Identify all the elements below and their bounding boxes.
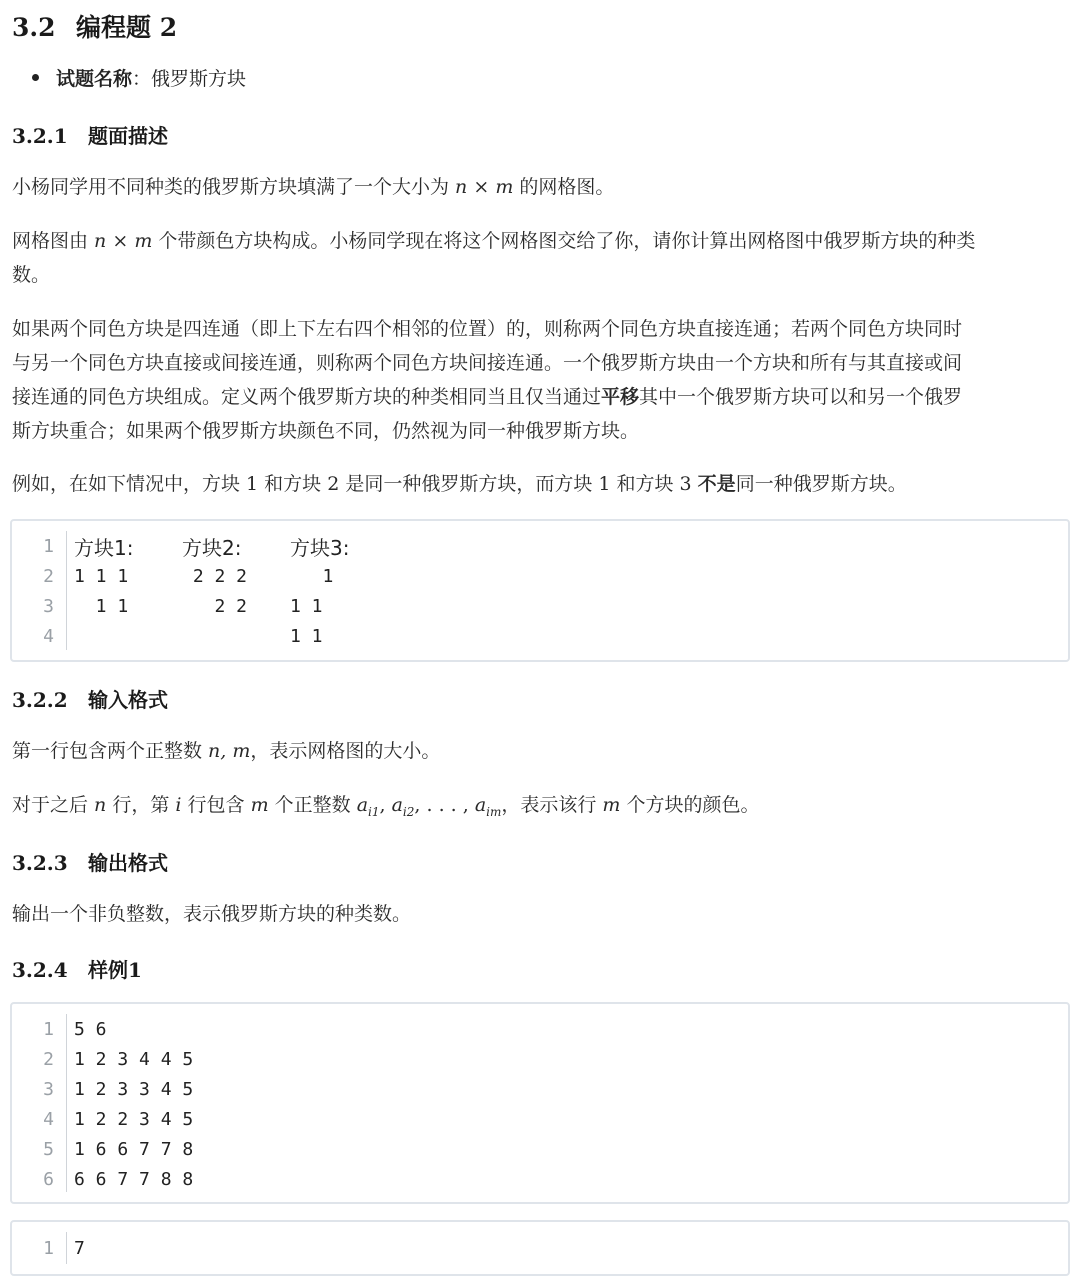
block-3-row: 1 1 (290, 595, 323, 617)
code-line-text (66, 626, 323, 647)
block-1-label: 方块1: (74, 535, 134, 560)
math-n: n (94, 230, 107, 252)
sample-input-code-block[interactable] (10, 1002, 1070, 1204)
line-number: 6 (43, 1168, 54, 1190)
code-line-text (66, 532, 349, 561)
line-number: 3 (43, 1078, 54, 1100)
sample-heading (12, 954, 142, 983)
math-comma: , (379, 794, 392, 816)
problem-name-separator: ： (132, 68, 152, 90)
code-gutter-divider (66, 1014, 67, 1192)
code-line-text: 1 2 2 3 4 5 (74, 1108, 194, 1130)
input-p2-mid3: 个正整数 (268, 794, 357, 816)
code-line (12, 591, 1068, 621)
block-1-row: 1 1 (74, 595, 129, 617)
desc-p4-bold: 不是 (697, 473, 736, 495)
block-2-label: 方块2: (182, 535, 242, 560)
math-n: n (455, 176, 468, 198)
desc-paragraph-1 (12, 170, 614, 204)
sample-input-line (12, 1104, 1068, 1134)
desc-paragraph-3 (12, 312, 962, 448)
desc-p1-pre: 小杨同学用不同种类的俄罗斯方块填满了一个大小为 (12, 176, 456, 198)
line-number: 4 (43, 625, 54, 647)
desc-number: 3.2.1 (12, 124, 68, 148)
desc-p4-pre: 例如，在如下情况中，方块 1 和方块 2 是同一种俄罗斯方块，而方块 1 和方块 3 (12, 473, 698, 495)
code-gutter-divider (66, 1232, 67, 1264)
desc-p3-line1: 如果两个同色方块是四连通（即上下左右四个相邻的位置）的，则称两个同色方块直接连通；若两个同色方块同时 (12, 318, 963, 340)
desc-title: 题面描述 (88, 124, 168, 148)
desc-p2-line2: 数。 (12, 264, 51, 286)
math-a: a (356, 794, 369, 816)
sample-output-line (12, 1233, 1068, 1263)
block-2-row: 2 2 2 (182, 565, 248, 587)
block-3-row: 1 1 (290, 625, 323, 647)
code-line-text: 5 6 (74, 1018, 107, 1040)
input-format-paragraph-1 (12, 734, 440, 768)
line-number: 3 (43, 595, 54, 617)
math-m: m (250, 794, 269, 816)
sample-input-line (12, 1014, 1068, 1044)
input-format-title: 输入格式 (88, 688, 168, 712)
math-a: a (474, 794, 487, 816)
input-p2-post: 个方块的颜色。 (620, 794, 760, 816)
sample-number: 3.2.4 (12, 958, 68, 982)
line-number: 1 (43, 535, 54, 557)
sample-output-code-block[interactable] (10, 1220, 1070, 1276)
math-sub-im: im (486, 804, 502, 819)
input-p2-mid2: 行包含 (181, 794, 251, 816)
code-line-text: 1 2 3 3 4 5 (74, 1078, 194, 1100)
code-gutter-divider (66, 531, 67, 650)
input-p2-mid1: 行，第 (106, 794, 176, 816)
desc-paragraph-4 (12, 467, 907, 501)
code-line-text: 7 (74, 1237, 85, 1259)
code-line-text: 1 2 3 4 4 5 (74, 1048, 194, 1070)
line-number: 1 (43, 1018, 54, 1040)
output-format-heading (12, 847, 168, 876)
math-sequence (356, 794, 502, 819)
sample-input-line (12, 1134, 1068, 1164)
math-sub-i2: i2 (402, 804, 415, 819)
block-2-row: 2 2 (182, 595, 248, 617)
block-3-row: 1 (290, 565, 334, 587)
code-line (12, 561, 1068, 591)
code-line-text: 1 6 6 7 7 8 (74, 1138, 194, 1160)
section-number: 3.2 (12, 13, 56, 42)
sample-input-line (12, 1074, 1068, 1104)
desc-heading (12, 120, 168, 149)
math-n-m: n, m (208, 740, 251, 762)
code-line-text: 6 6 7 7 8 8 (74, 1168, 194, 1190)
desc-p2-post: 个带颜色方块构成。小杨同学现在将这个网格图交给了你，请你计算出网格图中俄罗斯方块的种类 (152, 230, 976, 252)
input-format-number: 3.2.2 (12, 688, 68, 712)
desc-p4-post: 同一种俄罗斯方块。 (735, 473, 907, 495)
input-p2-mid4: ，表示该行 (501, 794, 603, 816)
desc-p3-line3-post: 其中一个俄罗斯方块可以和另一个俄罗 (639, 386, 963, 408)
math-times: × (112, 230, 129, 252)
line-number: 4 (43, 1108, 54, 1130)
line-number: 2 (43, 565, 54, 587)
line-number: 5 (43, 1138, 54, 1160)
desc-p3-bold-translate: 平移 (601, 386, 640, 408)
math-m: m (602, 794, 621, 816)
code-line (12, 621, 1068, 651)
desc-p3-line4: 斯方块重合；如果两个俄罗斯方块颜色不同，仍然视为同一种俄罗斯方块。 (12, 420, 640, 442)
line-number: 1 (43, 1237, 54, 1259)
input-p1-pre: 第一行包含两个正整数 (12, 740, 209, 762)
code-line-text (66, 566, 333, 587)
code-line-text (66, 596, 323, 617)
problem-info-list (12, 64, 246, 91)
block-3-label: 方块3: (290, 535, 350, 560)
input-format-paragraph-2 (12, 788, 759, 829)
sample-input-line (12, 1044, 1068, 1074)
output-format-title: 输出格式 (88, 851, 168, 875)
section-title: 编程题 2 (76, 13, 178, 42)
output-format-paragraph: 输出一个非负整数，表示俄罗斯方块的种类数。 (12, 903, 412, 925)
code-line (12, 531, 1068, 561)
sample-title: 样例1 (88, 958, 142, 982)
math-n: n (94, 794, 107, 816)
input-p2-pre: 对于之后 (12, 794, 95, 816)
input-format-heading (12, 684, 168, 713)
desc-paragraph-2 (12, 224, 975, 292)
desc-p3-line3-pre: 接连通的同色方块组成。定义两个俄罗斯方块的种类相同当且仅当通过 (12, 386, 602, 408)
desc-p1-post: 的网格图。 (513, 176, 615, 198)
math-times: × (473, 176, 490, 198)
desc-p3-line2: 与另一个同色方块直接或间接连通，则称两个同色方块间接连通。一个俄罗斯方块由一个方块和所有与其直接或间 (12, 352, 963, 374)
sample-input-line (12, 1164, 1068, 1194)
math-sub-i1: i1 (368, 804, 380, 819)
math-m: m (134, 230, 153, 252)
problem-name-item (12, 64, 246, 91)
math-a: a (391, 794, 403, 816)
input-p1-post: ，表示网格图的大小。 (250, 740, 441, 762)
line-number: 2 (43, 1048, 54, 1070)
block-1-row: 1 1 1 (74, 565, 129, 587)
problem-name-label: 试题名称 (56, 68, 133, 90)
section-heading (12, 8, 177, 44)
example-code-block[interactable] (10, 519, 1070, 662)
problem-name-value: 俄罗斯方块 (151, 68, 247, 90)
output-format-number: 3.2.3 (12, 851, 68, 875)
bullet-icon (32, 74, 39, 81)
desc-p2-pre: 网格图由 (12, 230, 95, 252)
math-dots: , . . . , (414, 794, 475, 816)
math-i: i (175, 794, 182, 816)
math-m: m (495, 176, 514, 198)
